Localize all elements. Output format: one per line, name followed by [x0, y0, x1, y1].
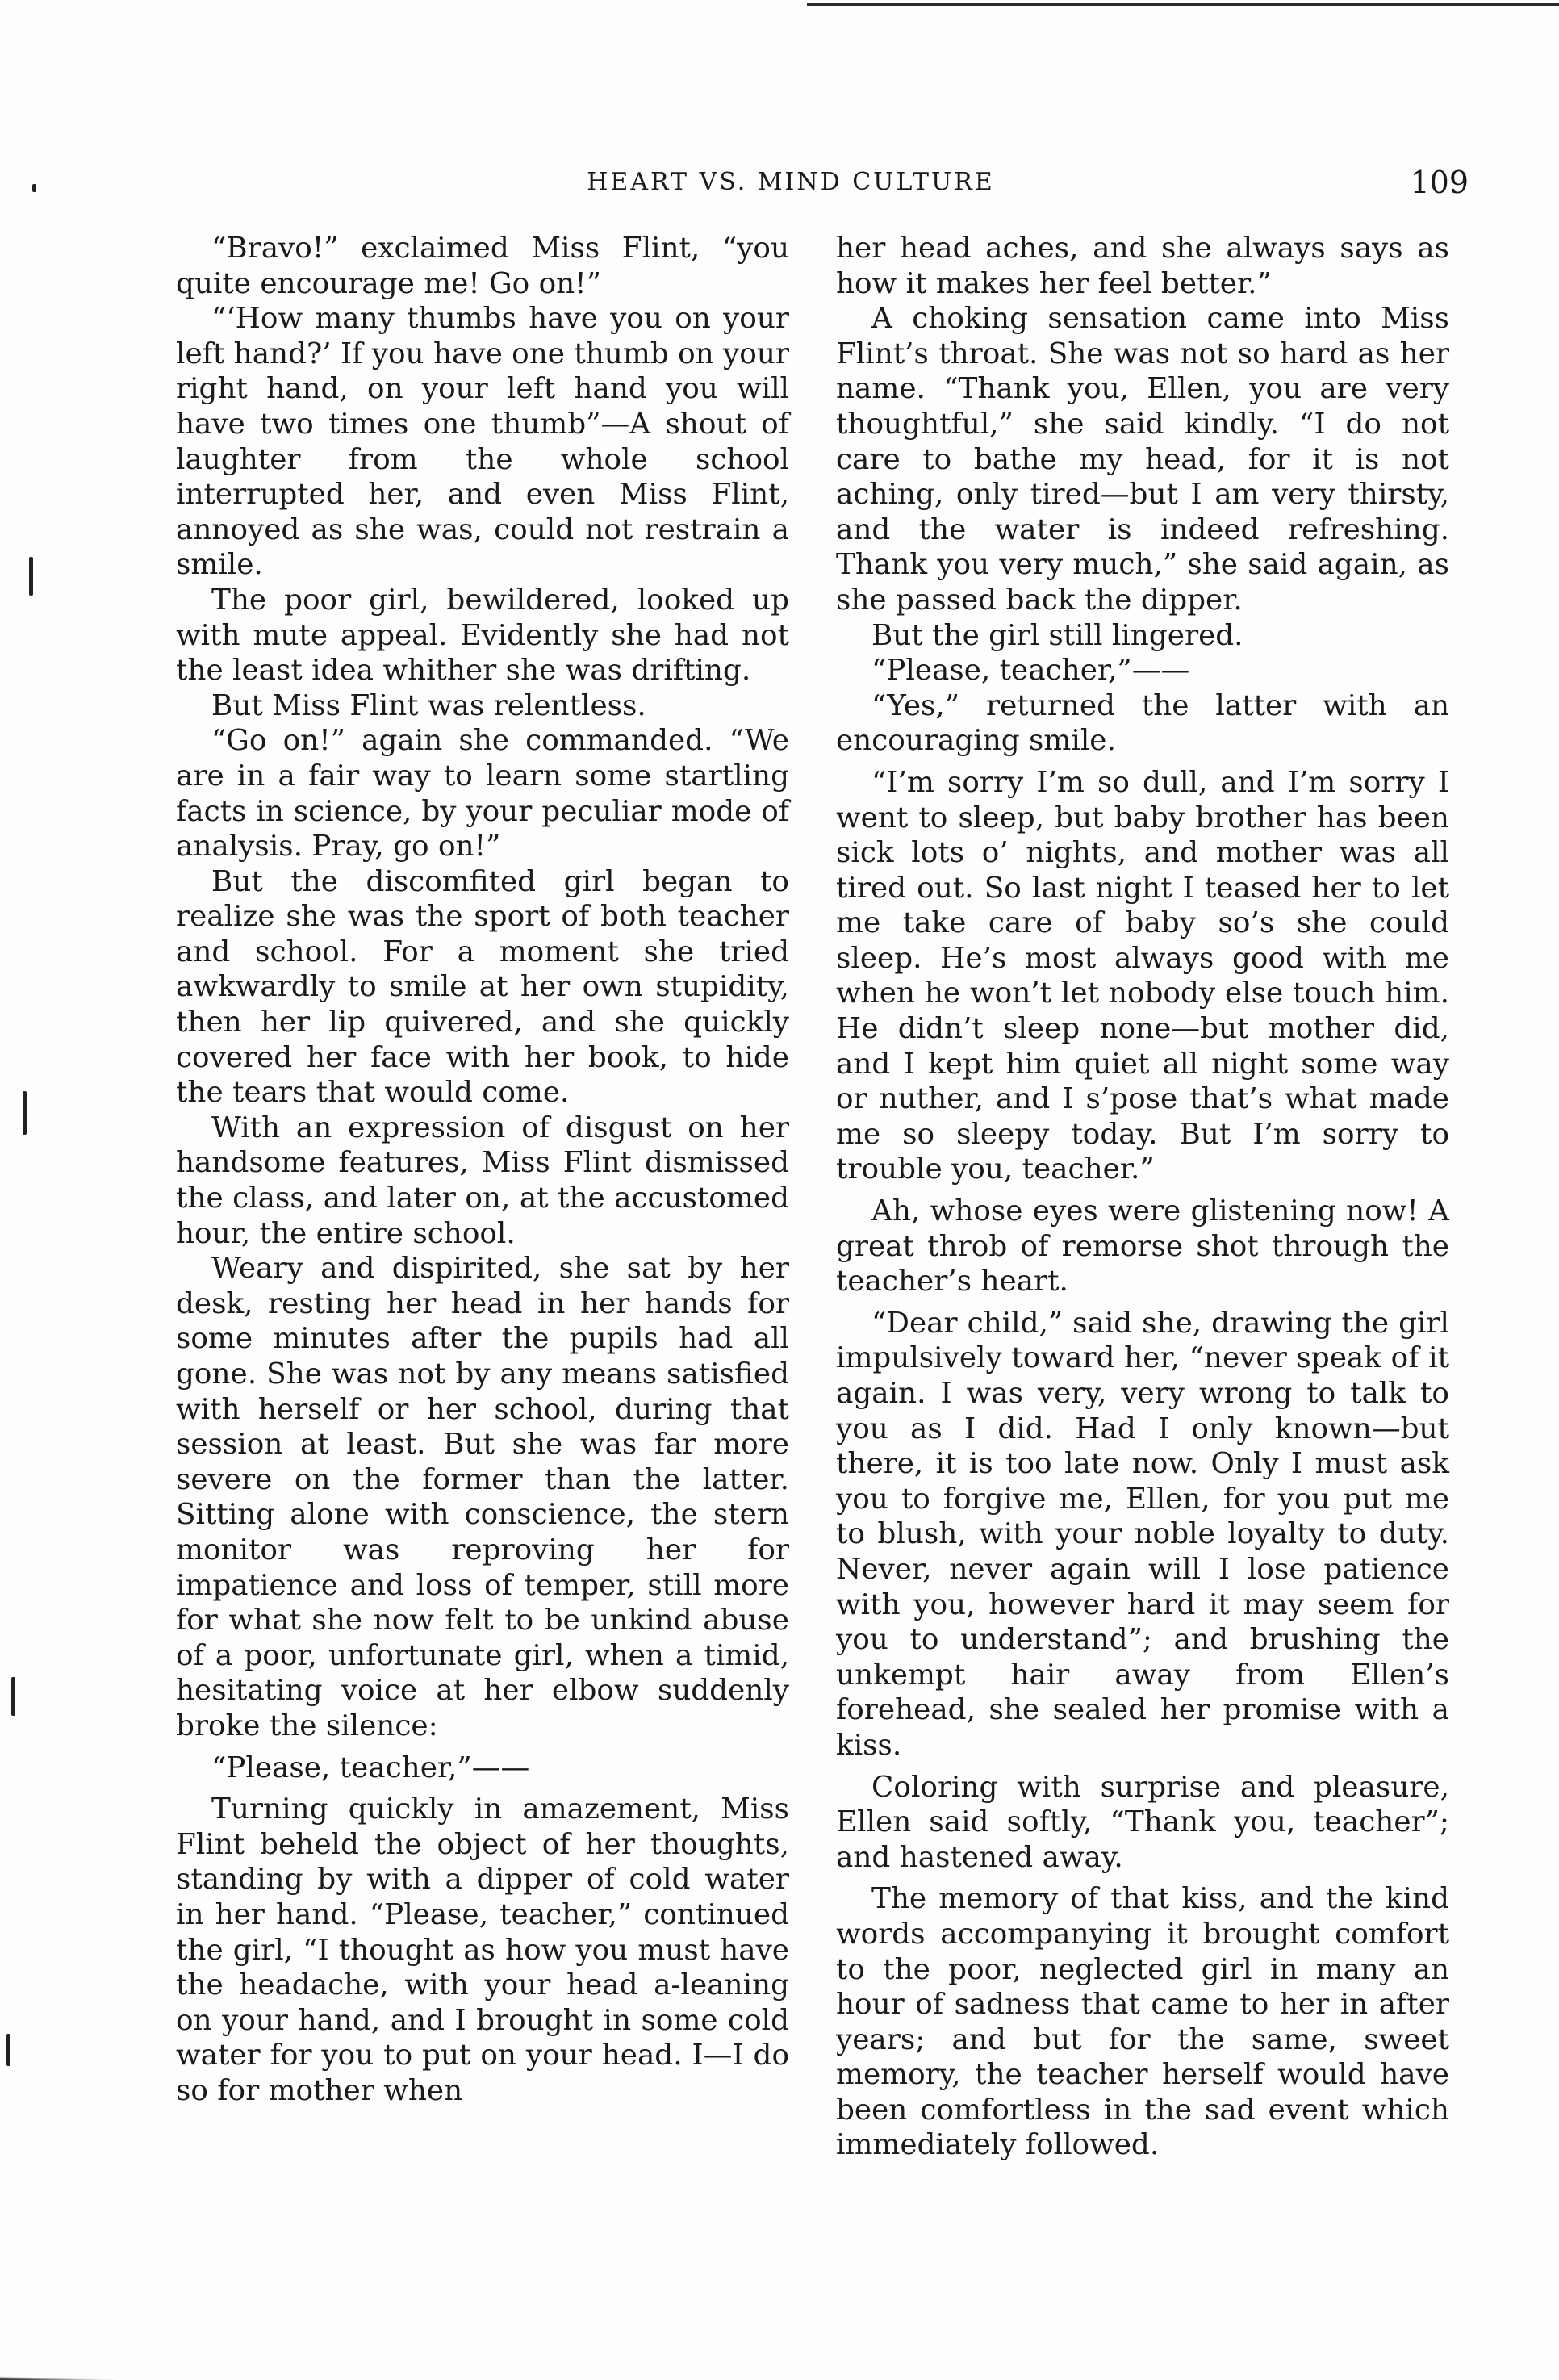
paragraph: Turning quickly in amazement, Miss Flint beheld the object of her thoughts, standing by with a dipper of cold water in her hand. “Please, teacher,” continued the girl, “I thought as how you must have the headache, with your head a-leaning on your hand, and I brought in some cold water for you to put on your head. I—I do so for mother when	[176, 1792, 789, 2107]
top-edge-rule	[807, 3, 1559, 6]
paragraph: With an expression of disgust on her handsome features, Miss Flint dismissed the class, and later on, at the accustomed hour, the entire school.	[176, 1111, 789, 1250]
margin-mark	[29, 557, 33, 596]
scan-edge-shadow	[0, 2332, 1559, 2380]
paragraph: Weary and dispirited, she sat by her desk, resting her head in her hands for some minutes after the pupils had all gone. She was not by any means satisfied with herself or her school, during that session at least. But she was far more severe on the former than the latter. Sitting alone with conscience, the stern monitor was reproving her for impatience and loss of temper, still more for what she now felt to be unkind abuse of a poor, unfortunate girl, when a timid, hesitating voice at her elbow suddenly broke the silence:	[176, 1252, 789, 1742]
margin-mark	[32, 184, 36, 192]
margin-mark	[23, 1091, 27, 1135]
text-column-right	[836, 231, 1449, 2163]
paragraph: her head aches, and she always says as how it makes her feel better.”	[836, 232, 1449, 300]
paragraph: But the discomfited girl began to realize she was the sport of both teacher and school. For a moment she tried awkwardly to smile at her own stupidity, then her lip quivered, and she quickly covered her face with her book, to hide the tears that would come.	[176, 864, 789, 1110]
paragraph: The memory of that kiss, and the kind words accompanying it brought comfort to the poor, neglected girl in many an hour of sadness that came to her in after years; and but for the same, sweet memory, the teacher herself would have been comfortless in the sad event which immediately followed.	[836, 1882, 1449, 2162]
paragraph: Ah, whose eyes were glistening now! A great throb of remorse shot through the teacher’s heart.	[836, 1194, 1449, 1299]
paragraph: “Bravo!” exclaimed Miss Flint, “you quite encourage me! Go on!”	[176, 232, 789, 300]
paragraph: But the girl still lingered.	[871, 618, 1243, 652]
paragraph: “Dear child,” said she, drawing the girl impulsively toward her, “never speak of it again. I was very, very wrong to talk to you as I did. Had I only known—but there, it is too late now. Only I must ask you to forgive me, Ellen, for you put me to blush, with your noble loyalty to duty. Never, never again will I lose patience with you, however hard it may seem for you to understand”; and brushing the unkempt hair away from Ellen’s forehead, she sealed her promise with a kiss.	[836, 1306, 1449, 1762]
paragraph: Coloring with surprise and pleasure, Ellen said softly, “Thank you, teacher”; and hastened away.	[836, 1770, 1449, 1874]
paragraph: A choking sensation came into Miss Flint’s throat. She was not so hard as her name. “Thank you, Ellen, you are very thoughtful,” she said kindly. “I do not care to bathe my head, for it is not aching, only tired—but I am very thirsty, and the water is indeed refreshing. Thank you very much,” she said again, as she passed back the dipper.	[836, 302, 1449, 617]
paragraph: The poor girl, bewildered, looked up with mute appeal. Evidently she had not the least idea whither she was drifting.	[176, 583, 789, 688]
paragraph: “‘How many thumbs have you on your left hand?’ If you have one thumb on your right hand, on your left hand you will have two times one thumb”—A shout of laughter from the whole school interrupted her, and even Miss Flint, annoyed as she was, could not restrain a smile.	[176, 302, 789, 582]
running-head	[113, 165, 1469, 203]
running-title: HEART VS. MIND CULTURE	[587, 168, 995, 196]
paragraph: “Please, teacher,”——	[871, 654, 1190, 688]
margin-mark	[6, 2034, 10, 2066]
paragraph: “Yes,” returned the latter with an encouraging smile.	[836, 688, 1449, 758]
paragraph: “I’m sorry I’m so dull, and I’m sorry I went to sleep, but baby brother has been sick lots o’ nights, and mother was all tired out. So last night I teased her to let me take care of baby so’s she could sleep. He’s most always good with me when he won’t let nobody else touch him. He didn’t sleep none—but mother did, and I kept him quiet all night some way or nuther, and I s’pose that’s what made me so sleepy today. But I’m sorry to trouble you, teacher.”	[836, 765, 1449, 1186]
page-number: 109	[1410, 165, 1469, 200]
text-column-left	[176, 231, 789, 2108]
margin-mark	[11, 1677, 15, 1716]
paragraph: “Please, teacher,”——	[211, 1750, 530, 1784]
paragraph: “Go on!” again she commanded. “We are in a fair way to learn some startling facts in science, by your peculiar mode of analysis. Pray, go on!”	[176, 724, 789, 864]
paragraph: But Miss Flint was relentless.	[211, 688, 646, 722]
